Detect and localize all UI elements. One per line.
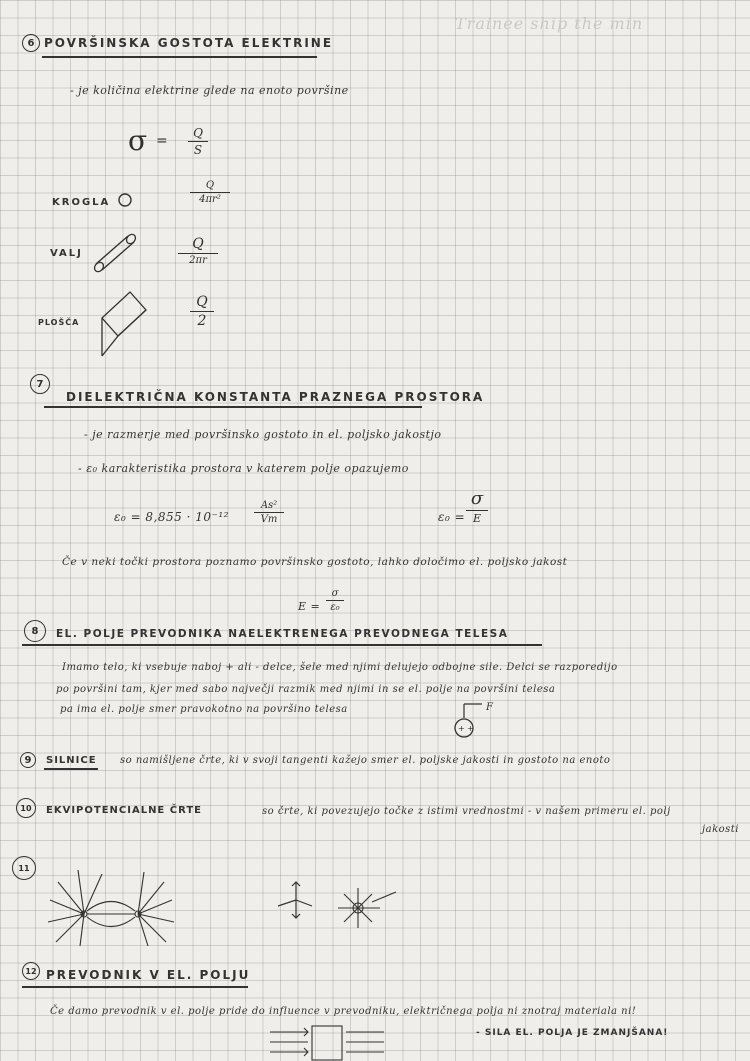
epsilon-definition-fraction	[466, 488, 488, 525]
section-12-conclusion: - SILA EL. POLJA JE ZMANJŠANA!	[476, 1028, 669, 1038]
sigma-numerator: Q	[193, 126, 203, 140]
section-11-number: 11	[12, 856, 36, 880]
plate-sketch	[94, 288, 154, 360]
section-12-underline	[22, 986, 248, 988]
krogla-denominator: 4πr²	[199, 194, 221, 206]
fraction-bar	[190, 192, 230, 193]
section-8-title: EL. POLJE PREVODNIKA NAELEKTRENEGA PREVODNEGA TELESA	[56, 628, 509, 640]
krogla-label: KROGLA	[52, 197, 111, 208]
dipole-field-lines-sketch	[44, 866, 189, 948]
epsilon-definition: ε₀ =	[438, 510, 466, 524]
valj-denominator: 2πr	[189, 255, 207, 267]
section-12-text: Če damo prevodnik v el. polje pride do influence v prevodniku, električnega polja ni znotraj materiala ni!	[50, 1006, 637, 1017]
section-8-underline	[22, 644, 542, 646]
section-6-line1: - je količina elektrine glede na enoto površine	[70, 84, 349, 97]
sigma-denominator: S	[193, 143, 203, 158]
section-12-title: PREVODNIK V EL. POLJU	[46, 968, 251, 982]
cylinder-sketch	[92, 232, 142, 272]
point-charge-arrows-sketch	[276, 880, 316, 922]
epsilon-value: ε₀ = 8,855 · 10⁻¹²	[114, 510, 229, 524]
section-9-title: SILNICE	[46, 755, 97, 766]
plosca-label: PLOŠČA	[38, 318, 80, 327]
conductor-in-field-sketch	[268, 1024, 388, 1060]
section-8-para-line1: Imamo telo, ki vsebuje naboj + ali - delce, šele med njimi delujejo odbojne sile. Delci se razporedijo	[62, 662, 618, 673]
section-7-line1: - je razmerje med površinsko gostoto in el. poljsko jakostjo	[84, 428, 442, 441]
fraction-bar	[466, 510, 488, 511]
section-8-para-line2: po površini tam, kjer med sabo največji razmik med njimi in se el. polje na površini telesa	[56, 684, 556, 695]
section-9-text: so namišljene črte, ki v svoji tangenti kažejo smer el. poljske jakosti in gostoto na enoto	[120, 755, 611, 766]
epsilon-unit-numerator: As²	[260, 500, 278, 511]
plosca-numerator: Q	[196, 294, 208, 310]
section-7-line2: - ε₀ karakteristika prostora v katerem polje opazujemo	[78, 462, 409, 475]
fraction-bar	[178, 253, 218, 254]
valj-numerator: Q	[192, 236, 204, 252]
plosca-denominator: 2	[197, 313, 207, 330]
fraction-bar	[188, 141, 208, 142]
section-10-title: EKVIPOTENCIALNE ČRTE	[46, 805, 202, 816]
field-fraction	[326, 588, 344, 613]
section-8-number: 8	[24, 620, 46, 642]
sigma-symbol: σ	[128, 124, 148, 157]
section-10-number: 10	[16, 798, 36, 818]
section-7-underline	[44, 406, 422, 408]
section-8-para-line3: pa ima el. polje smer pravokotno na površino telesa	[60, 704, 348, 715]
field-numerator: σ	[331, 588, 339, 599]
epsilon-definition-denominator: E	[472, 512, 482, 526]
section-10-text-cont: jakosti	[702, 824, 739, 835]
field-denominator: ε₀	[330, 602, 340, 614]
sigma-fraction	[188, 126, 208, 157]
field-formula: E =	[298, 600, 321, 613]
section-7-line3: Če v neki točki prostora poznamo površinsko gostoto, lahko določimo el. poljsko jakost	[62, 556, 568, 568]
section-9-underline	[44, 768, 98, 770]
epsilon-unit-fraction	[254, 500, 284, 525]
sphere-sketch	[118, 192, 134, 208]
section-12-number: 12	[22, 962, 40, 980]
faint-header: Trainee ship the min	[455, 14, 644, 33]
krogla-fraction	[190, 180, 230, 205]
epsilon-definition-numerator: σ	[470, 488, 484, 509]
fraction-bar	[254, 512, 284, 513]
equals-sign: =	[156, 133, 168, 149]
valj-label: VALJ	[50, 248, 83, 259]
fraction-bar	[326, 600, 344, 601]
krogla-numerator: Q	[205, 180, 215, 191]
epsilon-unit-denominator: Vm	[260, 514, 278, 526]
section-6-number: 6	[22, 34, 40, 52]
svg-text:+ +: + +	[458, 724, 474, 733]
valj-fraction	[178, 236, 218, 266]
section-7-title: DIELEKTRIČNA KONSTANTA PRAZNEGA PROSTORA	[66, 390, 485, 404]
plosca-fraction	[190, 294, 214, 329]
section-10-text: so črte, ki povezujejo točke z istimi vrednostmi - v našem primeru el. polj	[262, 806, 671, 817]
section-6-title: POVRŠINSKA GOSTOTA ELEKTRINE	[44, 36, 334, 50]
section-7-number: 7	[30, 374, 50, 394]
fraction-bar	[190, 311, 214, 312]
force-label: F	[486, 702, 494, 713]
section-6-underline	[42, 56, 317, 58]
radial-field-sketch	[336, 884, 400, 932]
section-9-number: 9	[20, 752, 36, 768]
